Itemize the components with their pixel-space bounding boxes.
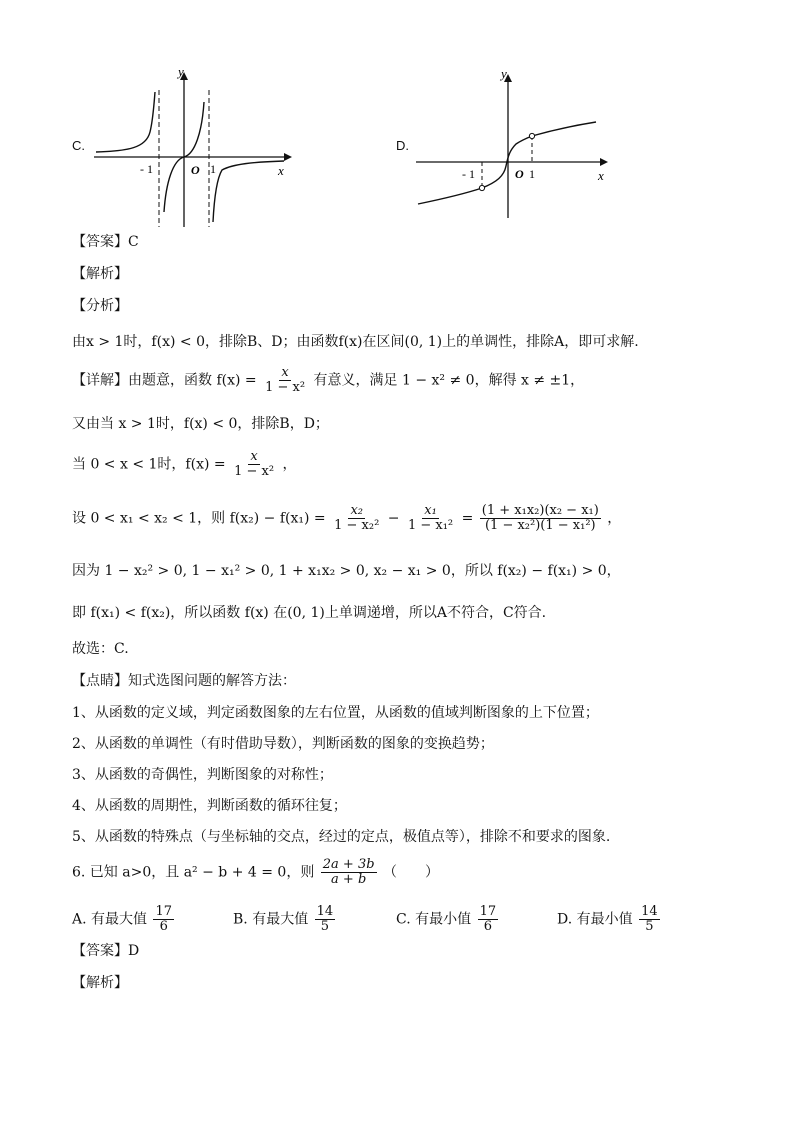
tip-item: 4、从函数的周期性，判断函数的循环往复； — [72, 798, 347, 814]
graph-d — [412, 66, 612, 226]
option-fraction — [639, 905, 660, 934]
q6-option-d — [557, 905, 662, 934]
q5-choose: 故选：C. — [72, 641, 129, 657]
fraction-den: 5 — [645, 919, 654, 934]
graph-c-tick-neg1: - 1 — [140, 162, 153, 176]
fraction-num: 17 — [155, 904, 173, 919]
fraction-den: 5 — [320, 919, 330, 934]
fraction-num: x₂ — [350, 503, 363, 518]
option-label: D. 有最小值 — [557, 911, 633, 928]
q6-stem — [72, 858, 439, 887]
fraction-num: 2a + 3b — [322, 857, 375, 872]
equals-sign: = — [461, 510, 474, 527]
q5-detail-6: 即 f(x₁) < f(x₂)，所以函数 f(x) 在(0, 1)上单调递增，所以A不符合，C符合. — [72, 605, 547, 621]
detail-4-text-a: 设 0 < x₁ < x₂ < 1，则 f(x₂) − f(x₁) = — [72, 510, 326, 527]
q6-jiexi: 【解析】 — [72, 975, 128, 991]
graph-d-tick-neg1: - 1 — [462, 167, 475, 181]
fraction-4c — [480, 504, 601, 533]
option-fraction — [478, 905, 499, 934]
q5-detail-5: 因为 1 − x₂² > 0, 1 − x₁² > 0, 1 + x₁x₂ > 0, x₂ − x₁ > 0，所以 f(x₂) − f(x₁) > 0， — [72, 563, 621, 579]
fraction-4a — [332, 504, 381, 533]
q5-detail-1 — [72, 366, 584, 395]
fraction-num: 14 — [316, 904, 334, 919]
fraction-num: x — [250, 449, 258, 464]
q5-answer — [72, 233, 139, 251]
fraction-den: 6 — [483, 919, 492, 934]
q5-analysis: 由x > 1时，f(x) < 0，排除B、D；由函数f(x)在区间(0, 1)上的单调性，排除A，即可求解. — [72, 334, 639, 350]
answer-label: 【答案】 — [72, 234, 128, 250]
detail-label: 【详解】 — [72, 372, 128, 389]
answer-value: D — [128, 943, 140, 959]
fraction-den: (1 − x₂²)(1 − x₁²) — [484, 518, 596, 533]
graph-c-x-label: x — [278, 163, 284, 178]
q5-jiexi: 【解析】 — [72, 266, 128, 282]
detail-3-text-a: 当 0 < x < 1时，f(x) = — [72, 456, 226, 473]
fraction-den: 1 − x₂² — [334, 518, 380, 533]
option-label: C. 有最小值 — [396, 911, 472, 928]
fraction-den: a + b — [331, 872, 367, 887]
option-fraction — [315, 905, 336, 934]
q5-detail-3 — [72, 450, 297, 479]
q6-stem-text-a: 6. 已知 a>0，且 a² − b + 4 = 0，则 — [72, 864, 315, 881]
q6-answer — [72, 942, 139, 960]
graph-c-origin: O — [191, 163, 200, 177]
fraction-3 — [232, 450, 276, 479]
q6-stem-text-b: （ ） — [383, 864, 440, 881]
graph-d-origin: O — [515, 167, 524, 181]
graph-d-label: D. — [396, 138, 409, 153]
fraction-den: 1 − x₁² — [407, 518, 454, 533]
graph-c-y-label: y — [178, 64, 184, 79]
graph-d-tick-1: 1 — [529, 167, 535, 181]
tip-item: 3、从函数的奇偶性，判断图象的对称性； — [72, 767, 333, 783]
q6-option-a — [72, 905, 176, 934]
answer-value: C — [128, 234, 139, 250]
tip-item: 2、从函数的单调性（有时借助导数），判断函数的图象的变换趋势； — [72, 736, 494, 752]
graph-c — [88, 62, 298, 232]
fraction-num: (1 + x₁x₂)(x₂ − x₁) — [481, 503, 599, 518]
q5-detail-4 — [72, 504, 621, 533]
q5-fenxi: 【分析】 — [72, 298, 128, 314]
dianjing-label: 【点睛】 — [72, 673, 128, 689]
graph-c-tick-1: 1 — [210, 162, 216, 176]
q6-stem-fraction — [321, 858, 377, 887]
tip-item: 5、从函数的特殊点（与坐标轴的交点，经过的定点，极值点等），排除不和要求的图象. — [72, 829, 611, 845]
detail-1-text-b: 有意义，满足 1 − x² ≠ 0，解得 x ≠ ±1， — [313, 372, 585, 389]
q6-option-c — [396, 905, 500, 934]
fraction-den: 1 − x² — [265, 380, 306, 395]
dianjing-text: 知式选图问题的解答方法： — [128, 673, 296, 689]
option-fraction — [153, 905, 174, 934]
fraction-den: 6 — [159, 919, 168, 934]
q6-option-b — [233, 905, 337, 934]
graph-d-x-label: x — [598, 168, 604, 183]
option-label: A. 有最大值 — [72, 911, 148, 928]
detail-3-text-b: ， — [282, 456, 297, 473]
q5-dianjing — [72, 672, 296, 690]
detail-4-text-b: ， — [607, 510, 622, 527]
answer-label: 【答案】 — [72, 943, 128, 959]
tip-item: 1、从函数的定义域，判定函数图象的左右位置，从函数的值域判断图象的上下位置； — [72, 705, 599, 721]
graph-d-y-label: y — [501, 66, 507, 81]
fraction-4b — [406, 504, 455, 533]
fraction-num: x₁ — [424, 503, 437, 518]
q5-detail-2: 又由当 x > 1时，f(x) < 0，排除B，D； — [72, 416, 329, 432]
option-label: B. 有最大值 — [233, 911, 309, 928]
minus-sign: − — [387, 510, 400, 527]
fraction-1 — [263, 366, 307, 395]
fraction-num: x — [281, 365, 289, 380]
graph-c-label: C. — [72, 138, 85, 153]
fraction-num: 14 — [641, 904, 658, 919]
fraction-num: 17 — [479, 904, 497, 919]
detail-1-text-a: 由题意，函数 f(x) = — [128, 372, 257, 389]
fraction-den: 1 − x² — [234, 464, 275, 479]
